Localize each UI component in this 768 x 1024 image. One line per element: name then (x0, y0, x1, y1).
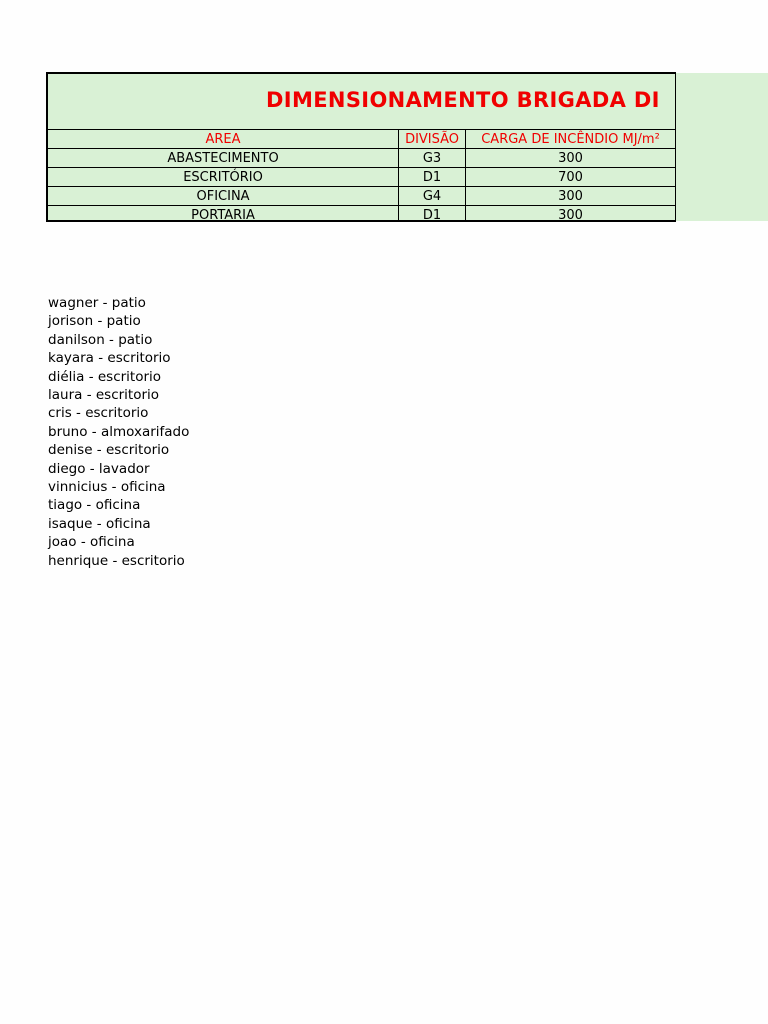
staff-list (48, 294, 189, 570)
list-item[interactable]: diego - lavador (48, 460, 150, 477)
list-item[interactable]: danilson - patio (48, 331, 153, 348)
brigade-sizing-table (46, 72, 676, 222)
list-item[interactable]: bruno - almoxarifado (48, 423, 190, 440)
cell-divisao[interactable]: D1 (399, 206, 466, 223)
list-item[interactable]: diélia - escritorio (48, 368, 162, 385)
list-item[interactable]: cris - escritorio (48, 405, 149, 422)
table-row (48, 206, 676, 223)
header-divisao[interactable]: DIVISÃO (399, 130, 466, 149)
sheet-title: DIMENSIONAMENTO BRIGADA DI (266, 88, 660, 112)
list-item[interactable]: joao - oficina (48, 534, 135, 551)
cell-carga[interactable]: 700 (466, 168, 676, 187)
list-item[interactable]: jorison - patio (48, 313, 141, 330)
cell-divisao[interactable]: G3 (399, 149, 466, 168)
cell-carga[interactable]: 300 (466, 187, 676, 206)
list-item[interactable]: henrique - escritorio (48, 552, 185, 569)
sheet-fill-overflow (675, 73, 768, 221)
table-row (48, 187, 676, 206)
table-row (48, 168, 676, 187)
cell-area[interactable]: OFICINA (48, 187, 399, 206)
list-item[interactable]: denise - escritorio (48, 442, 170, 459)
title-cell[interactable] (48, 74, 676, 130)
list-item[interactable]: tiago - oficina (48, 497, 141, 514)
data-grid (48, 129, 676, 222)
cell-carga[interactable]: 300 (466, 149, 676, 168)
list-item[interactable]: kayara - escritorio (48, 350, 171, 367)
list-item[interactable]: isaque - oficina (48, 515, 151, 532)
cell-carga[interactable]: 300 (466, 206, 676, 223)
cell-area[interactable]: ABASTECIMENTO (48, 149, 399, 168)
cell-area[interactable]: PORTARIA (48, 206, 399, 223)
cell-divisao[interactable]: D1 (399, 168, 466, 187)
list-item[interactable]: vinnicius - oficina (48, 479, 166, 496)
header-row (48, 130, 676, 149)
list-item[interactable]: laura - escritorio (48, 387, 160, 404)
table-row (48, 149, 676, 168)
cell-divisao[interactable]: G4 (399, 187, 466, 206)
header-carga-incendio[interactable]: CARGA DE INCÊNDIO MJ/m² (466, 130, 676, 149)
cell-area[interactable]: ESCRITÓRIO (48, 168, 399, 187)
header-area[interactable]: AREA (48, 130, 399, 149)
list-item[interactable]: wagner - patio (48, 295, 146, 311)
